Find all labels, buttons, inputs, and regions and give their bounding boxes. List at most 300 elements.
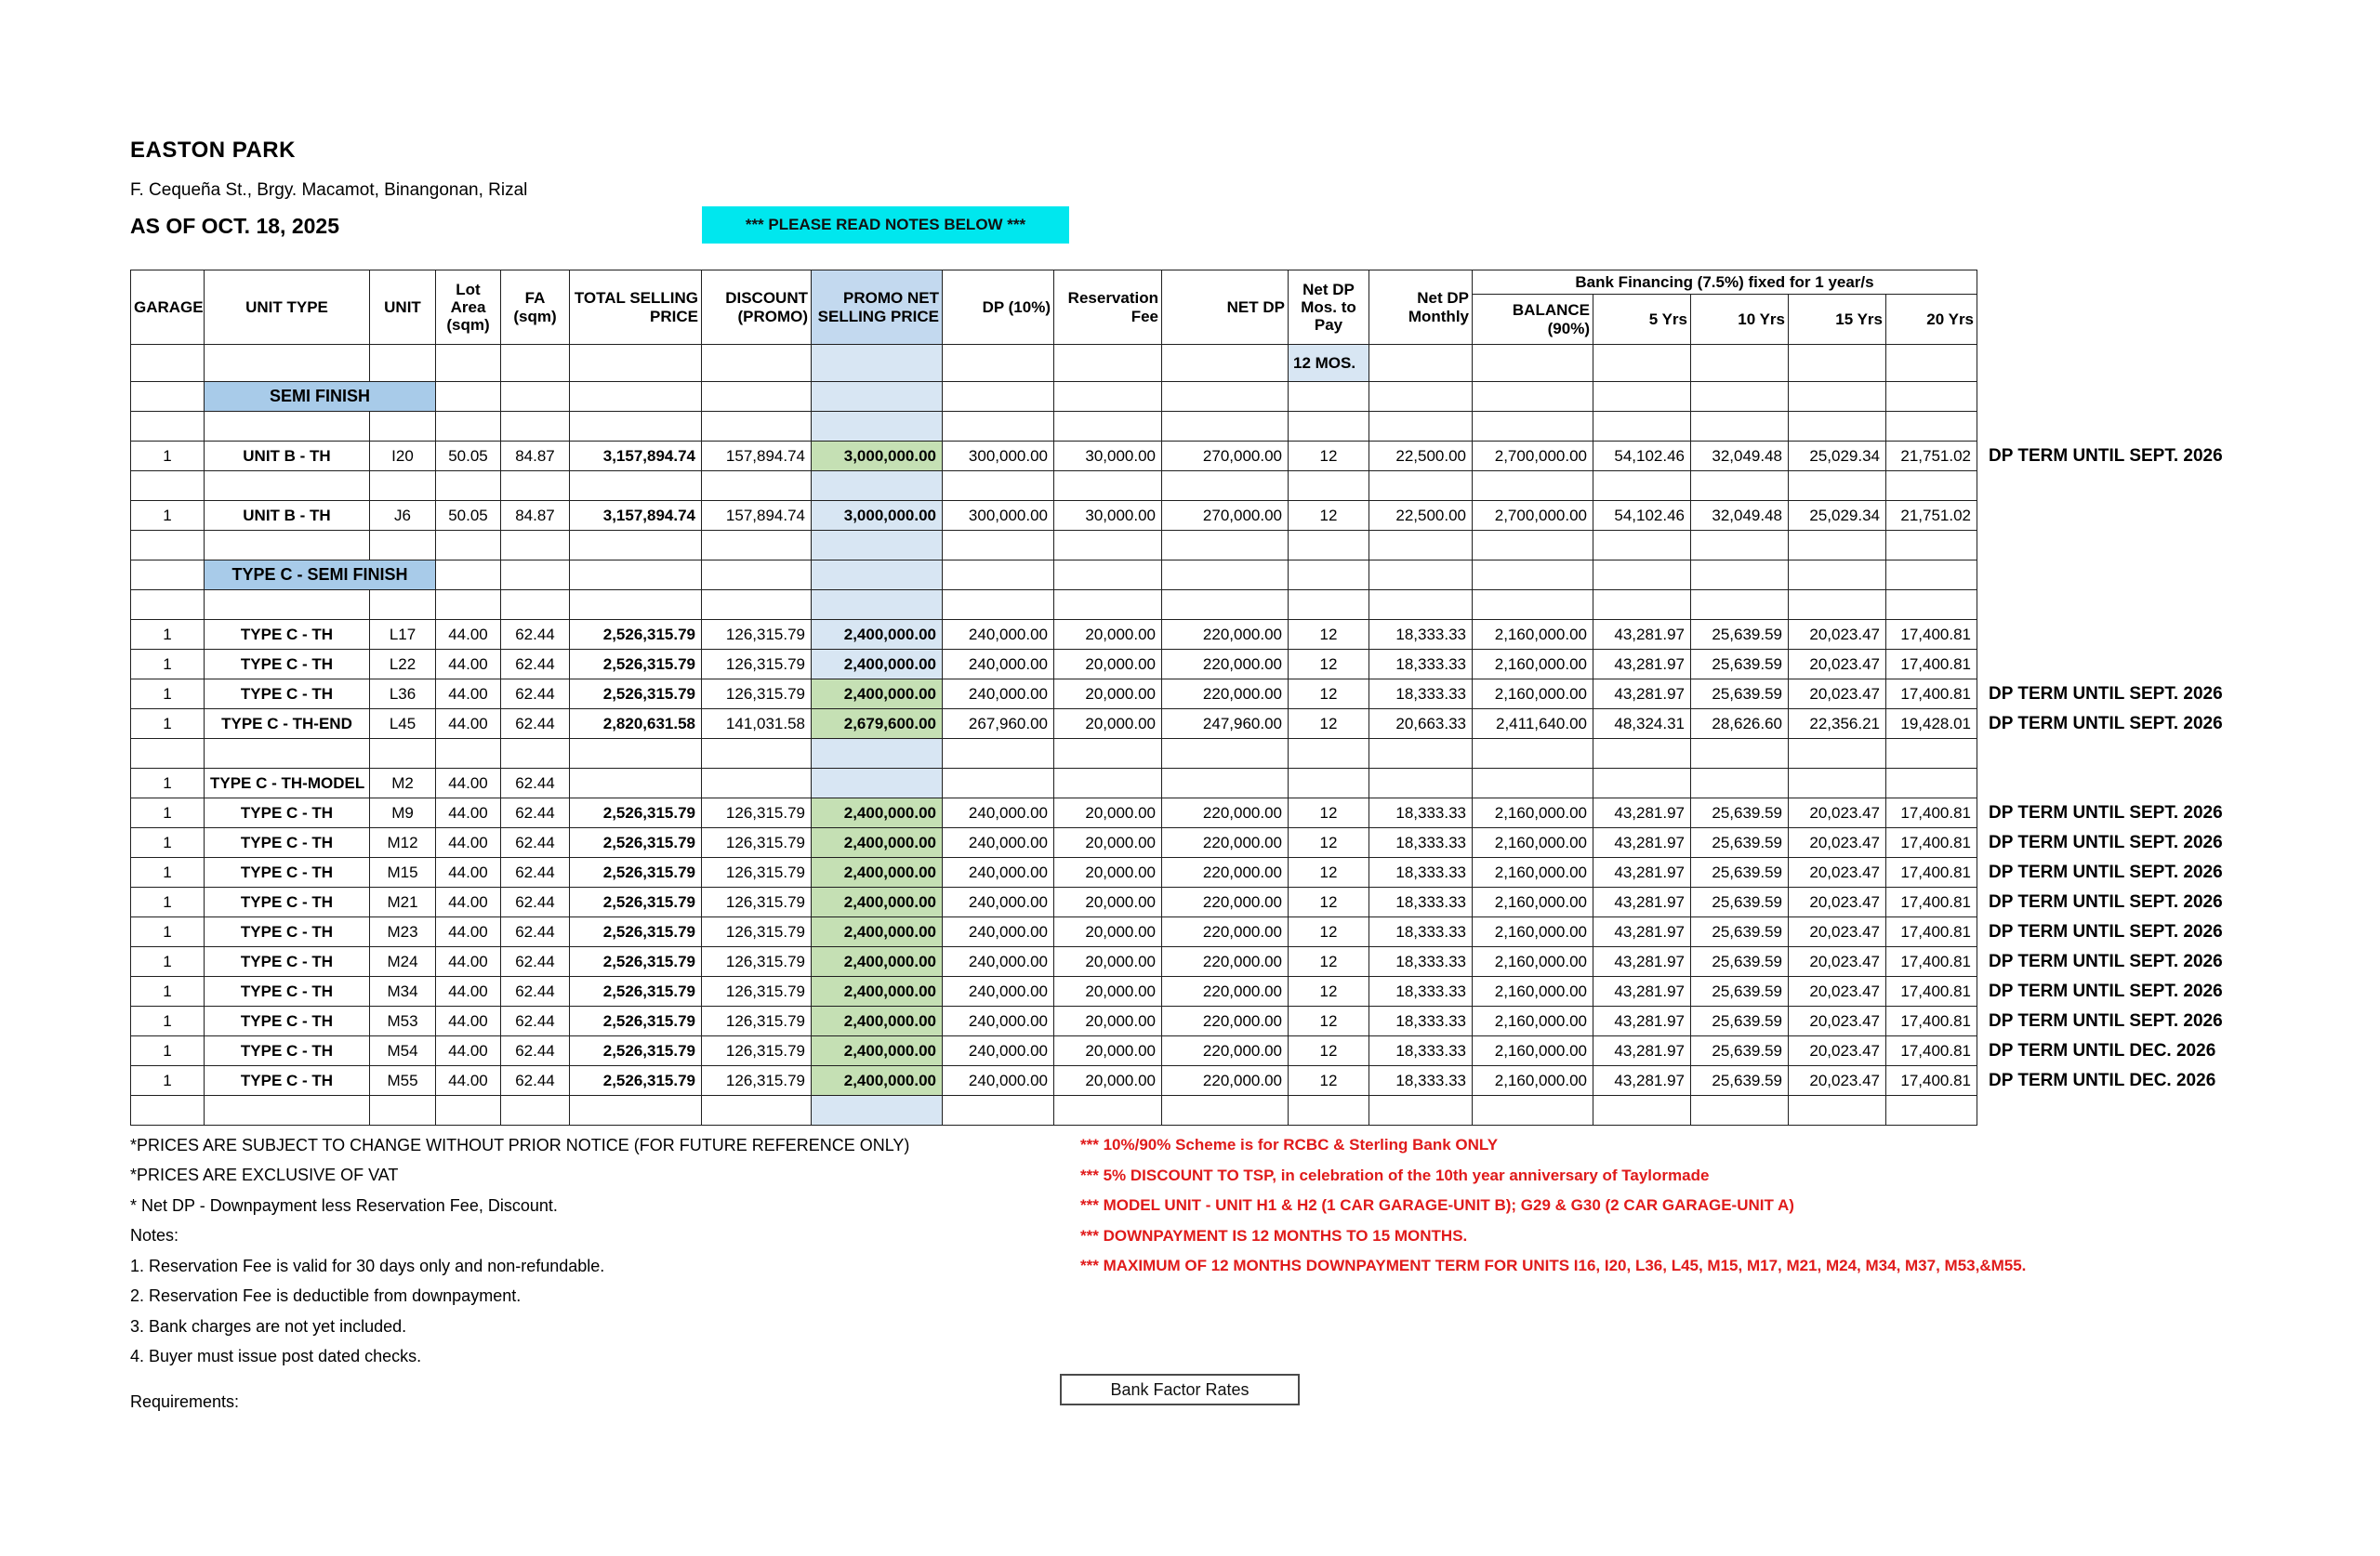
cell-fa: 62.44 xyxy=(501,709,570,739)
cell-fa: 84.87 xyxy=(501,501,570,531)
cell-y15 xyxy=(1789,739,1886,769)
red-footnote-line: *** DOWNPAYMENT IS 12 MONTHS TO 15 MONTHS. xyxy=(1080,1226,1468,1245)
cell-monthly xyxy=(1369,739,1473,769)
cell-balance: 2,160,000.00 xyxy=(1473,679,1593,709)
cell-unit-type: TYPE C - TH xyxy=(205,888,370,917)
section-header: TYPE C - SEMI FINISH xyxy=(205,560,436,590)
cell-y15: 20,023.47 xyxy=(1789,798,1886,828)
cell-y5 xyxy=(1593,769,1691,798)
table-row-m2 xyxy=(131,769,2284,798)
cell-promo xyxy=(812,345,943,382)
cell-y20 xyxy=(1886,560,1977,590)
cell-y20: 17,400.81 xyxy=(1886,1066,1977,1096)
cell-y15 xyxy=(1789,471,1886,501)
cell-unit-type: TYPE C - TH xyxy=(205,947,370,977)
cell-lot-area: 44.00 xyxy=(436,947,501,977)
footnote-line: 1. Reservation Fee is valid for 30 days only and non-refundable. xyxy=(130,1256,605,1275)
cell-y10 xyxy=(1691,471,1789,501)
cell-unit-type: TYPE C - TH xyxy=(205,858,370,888)
cell-resfee: 30,000.00 xyxy=(1054,501,1162,531)
cell-tsp: 2,526,315.79 xyxy=(570,828,702,858)
cell-unit: M23 xyxy=(370,917,436,947)
red-footnote-line: *** 5% DISCOUNT TO TSP, in celebration of the 10th year anniversary of Taylormade xyxy=(1080,1166,1710,1184)
cell-lot-area: 44.00 xyxy=(436,679,501,709)
cell-fa xyxy=(501,739,570,769)
cell-discount xyxy=(702,769,812,798)
cell-tsp: 3,157,894.74 xyxy=(570,501,702,531)
col-header-unit-type: UNIT TYPE xyxy=(205,270,370,345)
cell-balance xyxy=(1473,560,1593,590)
cell-mos: 12 xyxy=(1289,442,1369,471)
cell-resfee xyxy=(1054,560,1162,590)
table-row-empty xyxy=(131,1096,2284,1126)
cell-y10: 32,049.48 xyxy=(1691,501,1789,531)
cell-monthly: 18,333.33 xyxy=(1369,620,1473,650)
cell-unit xyxy=(370,531,436,560)
cell-y15: 25,029.34 xyxy=(1789,442,1886,471)
cell-lot-area: 44.00 xyxy=(436,620,501,650)
cell-garage: 1 xyxy=(131,1036,205,1066)
cell-netdp: 220,000.00 xyxy=(1162,977,1289,1007)
cell-discount: 141,031.58 xyxy=(702,709,812,739)
cell-resfee xyxy=(1054,471,1162,501)
cell-discount: 126,315.79 xyxy=(702,947,812,977)
cell-monthly xyxy=(1369,769,1473,798)
cell-garage xyxy=(131,345,205,382)
cell-monthly: 18,333.33 xyxy=(1369,650,1473,679)
cell-tsp xyxy=(570,1096,702,1126)
cell-y20: 17,400.81 xyxy=(1886,917,1977,947)
cell-lot-area xyxy=(436,1096,501,1126)
cell-y5: 48,324.31 xyxy=(1593,709,1691,739)
cell-resfee: 20,000.00 xyxy=(1054,798,1162,828)
cell-y20 xyxy=(1886,739,1977,769)
cell-balance: 2,160,000.00 xyxy=(1473,977,1593,1007)
cell-balance: 2,160,000.00 xyxy=(1473,798,1593,828)
cell-unit-type: TYPE C - TH xyxy=(205,977,370,1007)
cell-netdp: 247,960.00 xyxy=(1162,709,1289,739)
cell-lot-area xyxy=(436,471,501,501)
cell-netdp: 220,000.00 xyxy=(1162,858,1289,888)
cell-dp xyxy=(943,531,1054,560)
col-header-promo-net-selling-price: PROMO NET SELLING PRICE xyxy=(812,270,943,345)
cell-unit: M15 xyxy=(370,858,436,888)
cell-monthly xyxy=(1369,1096,1473,1126)
cell-unit-type xyxy=(205,1096,370,1126)
table-row-l17 xyxy=(131,620,2284,650)
cell-tsp xyxy=(570,739,702,769)
cell-monthly: 22,500.00 xyxy=(1369,442,1473,471)
cell-y10 xyxy=(1691,739,1789,769)
cell-y15 xyxy=(1789,382,1886,412)
dp-term-note xyxy=(1977,590,2284,620)
cell-mos xyxy=(1289,412,1369,442)
cell-unit: M21 xyxy=(370,888,436,917)
cell-garage xyxy=(131,382,205,412)
cell-unit xyxy=(370,412,436,442)
cell-y15: 20,023.47 xyxy=(1789,977,1886,1007)
cell-y20: 17,400.81 xyxy=(1886,798,1977,828)
cell-discount: 126,315.79 xyxy=(702,858,812,888)
cell-netdp xyxy=(1162,382,1289,412)
cell-resfee: 20,000.00 xyxy=(1054,1066,1162,1096)
cell-monthly: 22,500.00 xyxy=(1369,501,1473,531)
dp-term-note xyxy=(1977,382,2284,412)
cell-y5: 43,281.97 xyxy=(1593,858,1691,888)
cell-y10: 25,639.59 xyxy=(1691,1036,1789,1066)
cell-garage: 1 xyxy=(131,650,205,679)
cell-y15 xyxy=(1789,345,1886,382)
cell-unit-type: UNIT B - TH xyxy=(205,442,370,471)
footnote-line: *PRICES ARE SUBJECT TO CHANGE WITHOUT PRIOR NOTICE (FOR FUTURE REFERENCE ONLY) xyxy=(130,1135,910,1154)
cell-monthly: 18,333.33 xyxy=(1369,1007,1473,1036)
footnote-line: 2. Reservation Fee is deductible from downpayment. xyxy=(130,1286,522,1306)
red-footnote-line: *** 10%/90% Scheme is for RCBC & Sterling Bank ONLY xyxy=(1080,1136,1499,1154)
cell-unit xyxy=(370,345,436,382)
cell-monthly xyxy=(1369,471,1473,501)
cell-lot-area xyxy=(436,531,501,560)
cell-lot-area: 44.00 xyxy=(436,650,501,679)
cell-y5: 43,281.97 xyxy=(1593,1036,1691,1066)
cell-fa: 62.44 xyxy=(501,769,570,798)
cell-fa: 62.44 xyxy=(501,1036,570,1066)
cell-tsp: 2,526,315.79 xyxy=(570,650,702,679)
cell-dp: 240,000.00 xyxy=(943,1036,1054,1066)
dp-term-note: DP TERM UNTIL SEPT. 2026 xyxy=(1989,802,2223,823)
cell-y20: 17,400.81 xyxy=(1886,679,1977,709)
table-row-m23 xyxy=(131,917,2284,947)
cell-y20 xyxy=(1886,345,1977,382)
cell-discount xyxy=(702,382,812,412)
cell-y10: 25,639.59 xyxy=(1691,947,1789,977)
cell-discount xyxy=(702,739,812,769)
dp-term-note: DP TERM UNTIL SEPT. 2026 xyxy=(1989,981,2223,1001)
cell-resfee: 20,000.00 xyxy=(1054,917,1162,947)
cell-y20: 17,400.81 xyxy=(1886,947,1977,977)
cell-garage xyxy=(131,412,205,442)
cell-balance xyxy=(1473,471,1593,501)
cell-y15: 20,023.47 xyxy=(1789,1007,1886,1036)
cell-promo xyxy=(812,739,943,769)
cell-y10: 25,639.59 xyxy=(1691,977,1789,1007)
cell-y15 xyxy=(1789,560,1886,590)
cell-lot-area: 44.00 xyxy=(436,858,501,888)
cell-unit-type: TYPE C - TH-END xyxy=(205,709,370,739)
cell-unit: J6 xyxy=(370,501,436,531)
cell-y20 xyxy=(1886,590,1977,620)
cell-netdp xyxy=(1162,1096,1289,1126)
cell-resfee: 20,000.00 xyxy=(1054,977,1162,1007)
cell-lot-area xyxy=(436,560,501,590)
cell-y5: 43,281.97 xyxy=(1593,828,1691,858)
cell-y15 xyxy=(1789,590,1886,620)
cell-garage: 1 xyxy=(131,828,205,858)
cell-unit-type: TYPE C - TH xyxy=(205,917,370,947)
project-address: F. Cequeña St., Brgy. Macamot, Binangonan, Rizal xyxy=(130,180,528,200)
cell-fa: 62.44 xyxy=(501,650,570,679)
cell-discount: 126,315.79 xyxy=(702,679,812,709)
cell-y5 xyxy=(1593,739,1691,769)
cell-mos: 12 xyxy=(1289,798,1369,828)
cell-promo: 2,400,000.00 xyxy=(812,1036,943,1066)
cell-dp xyxy=(943,412,1054,442)
cell-y20: 17,400.81 xyxy=(1886,650,1977,679)
cell-garage: 1 xyxy=(131,709,205,739)
footnote-line: Notes: xyxy=(130,1226,179,1246)
cell-dp: 240,000.00 xyxy=(943,888,1054,917)
dp-term-note xyxy=(1977,739,2284,769)
cell-unit: M34 xyxy=(370,977,436,1007)
cell-monthly xyxy=(1369,560,1473,590)
cell-y20 xyxy=(1886,769,1977,798)
cell-y10: 28,626.60 xyxy=(1691,709,1789,739)
cell-mos: 12 xyxy=(1289,977,1369,1007)
dp-term-note: DP TERM UNTIL DEC. 2026 xyxy=(1989,1040,2216,1061)
cell-dp xyxy=(943,590,1054,620)
cell-garage: 1 xyxy=(131,442,205,471)
cell-fa: 84.87 xyxy=(501,442,570,471)
dp-term-note: DP TERM UNTIL SEPT. 2026 xyxy=(1989,862,2223,882)
table-row-j6 xyxy=(131,501,2284,531)
cell-discount: 126,315.79 xyxy=(702,650,812,679)
cell-netdp: 220,000.00 xyxy=(1162,888,1289,917)
cell-balance xyxy=(1473,345,1593,382)
cell-discount: 126,315.79 xyxy=(702,798,812,828)
cell-unit-type: TYPE C - TH xyxy=(205,828,370,858)
cell-mos: 12 xyxy=(1289,917,1369,947)
dp-term-note xyxy=(1977,560,2284,590)
cell-promo: 2,400,000.00 xyxy=(812,1066,943,1096)
cell-netdp: 270,000.00 xyxy=(1162,442,1289,471)
cell-discount: 126,315.79 xyxy=(702,888,812,917)
cell-y15: 25,029.34 xyxy=(1789,501,1886,531)
cell-fa xyxy=(501,531,570,560)
cell-monthly: 18,333.33 xyxy=(1369,1036,1473,1066)
table-row-empty xyxy=(131,412,2284,442)
cell-unit: L36 xyxy=(370,679,436,709)
col-header-unit: UNIT xyxy=(370,270,436,345)
cell-y10: 25,639.59 xyxy=(1691,679,1789,709)
cell-balance: 2,160,000.00 xyxy=(1473,1007,1593,1036)
cell-y15: 20,023.47 xyxy=(1789,650,1886,679)
cell-lot-area: 44.00 xyxy=(436,1036,501,1066)
cell-netdp: 220,000.00 xyxy=(1162,798,1289,828)
cell-resfee: 20,000.00 xyxy=(1054,888,1162,917)
footnote-line: 3. Bank charges are not yet included. xyxy=(130,1316,407,1336)
cell-garage: 1 xyxy=(131,769,205,798)
cell-mos: 12 xyxy=(1289,947,1369,977)
cell-y10: 25,639.59 xyxy=(1691,650,1789,679)
cell-promo: 2,400,000.00 xyxy=(812,888,943,917)
cell-discount: 126,315.79 xyxy=(702,977,812,1007)
cell-monthly: 18,333.33 xyxy=(1369,679,1473,709)
cell-y20 xyxy=(1886,412,1977,442)
red-footnote-line: *** MODEL UNIT - UNIT H1 & H2 (1 CAR GARAGE-UNIT B); G29 & G30 (2 CAR GARAGE-UNIT A) xyxy=(1080,1196,1794,1215)
cell-balance: 2,700,000.00 xyxy=(1473,442,1593,471)
cell-unit-type: TYPE C - TH xyxy=(205,1066,370,1096)
cell-discount xyxy=(702,560,812,590)
cell-fa: 62.44 xyxy=(501,620,570,650)
cell-mos: 12 xyxy=(1289,620,1369,650)
cell-resfee: 20,000.00 xyxy=(1054,650,1162,679)
table-row-semi-finish xyxy=(131,382,2284,412)
cell-netdp xyxy=(1162,590,1289,620)
cell-unit: L17 xyxy=(370,620,436,650)
cell-netdp xyxy=(1162,531,1289,560)
dp-term-note xyxy=(1977,412,2284,442)
table-row-mos xyxy=(131,345,2284,382)
cell-monthly xyxy=(1369,590,1473,620)
cell-tsp xyxy=(570,471,702,501)
table-row-m24 xyxy=(131,947,2284,977)
cell-tsp: 2,526,315.79 xyxy=(570,1036,702,1066)
cell-balance xyxy=(1473,382,1593,412)
cell-discount xyxy=(702,531,812,560)
table-row-m21 xyxy=(131,888,2284,917)
cell-monthly: 18,333.33 xyxy=(1369,888,1473,917)
cell-y5: 43,281.97 xyxy=(1593,620,1691,650)
cell-tsp xyxy=(570,531,702,560)
cell-lot-area: 50.05 xyxy=(436,501,501,531)
table-row-type-c-semi-finish xyxy=(131,560,2284,590)
cell-tsp: 2,526,315.79 xyxy=(570,798,702,828)
cell-mos: 12 xyxy=(1289,679,1369,709)
cell-balance xyxy=(1473,739,1593,769)
cell-promo: 2,400,000.00 xyxy=(812,620,943,650)
as-of-date: AS OF OCT. 18, 2025 xyxy=(130,214,339,238)
cell-promo xyxy=(812,769,943,798)
cell-y5: 43,281.97 xyxy=(1593,1007,1691,1036)
cell-y5 xyxy=(1593,471,1691,501)
cell-garage: 1 xyxy=(131,888,205,917)
cell-y5: 43,281.97 xyxy=(1593,917,1691,947)
cell-netdp xyxy=(1162,471,1289,501)
cell-unit: I20 xyxy=(370,442,436,471)
cell-unit-type: TYPE C - TH xyxy=(205,620,370,650)
cell-resfee xyxy=(1054,531,1162,560)
cell-dp xyxy=(943,471,1054,501)
cell-y20: 17,400.81 xyxy=(1886,977,1977,1007)
cell-tsp: 2,820,631.58 xyxy=(570,709,702,739)
cell-garage: 1 xyxy=(131,679,205,709)
cell-promo xyxy=(812,1096,943,1126)
cell-y5 xyxy=(1593,345,1691,382)
cell-y20 xyxy=(1886,471,1977,501)
cell-mos: 12 xyxy=(1289,501,1369,531)
cell-unit-type: TYPE C - TH xyxy=(205,1036,370,1066)
dp-term-note xyxy=(1977,345,2284,382)
cell-tsp: 2,526,315.79 xyxy=(570,1066,702,1096)
cell-y20 xyxy=(1886,1096,1977,1126)
cell-resfee xyxy=(1054,345,1162,382)
cell-y20 xyxy=(1886,382,1977,412)
cell-unit xyxy=(370,590,436,620)
red-footnote-line: *** MAXIMUM OF 12 MONTHS DOWNPAYMENT TERM FOR UNITS I16, I20, L36, L45, M15, M17, M21, M24, M34, M37, M53,&M55. xyxy=(1080,1257,2027,1275)
col-header-reservation-fee: Reservation Fee xyxy=(1054,270,1162,345)
cell-balance: 2,160,000.00 xyxy=(1473,917,1593,947)
cell-garage: 1 xyxy=(131,977,205,1007)
cell-promo: 2,400,000.00 xyxy=(812,650,943,679)
cell-netdp: 220,000.00 xyxy=(1162,1066,1289,1096)
table-row-empty xyxy=(131,590,2284,620)
cell-y15: 20,023.47 xyxy=(1789,679,1886,709)
cell-unit xyxy=(370,1096,436,1126)
cell-y15 xyxy=(1789,769,1886,798)
cell-tsp: 2,526,315.79 xyxy=(570,947,702,977)
cell-promo: 2,400,000.00 xyxy=(812,858,943,888)
table-row-m54 xyxy=(131,1036,2284,1066)
cell-y10: 32,049.48 xyxy=(1691,442,1789,471)
footnotes-left xyxy=(130,1130,909,1372)
cell-balance: 2,160,000.00 xyxy=(1473,620,1593,650)
cell-dp: 240,000.00 xyxy=(943,798,1054,828)
cell-y15 xyxy=(1789,412,1886,442)
cell-dp: 240,000.00 xyxy=(943,1007,1054,1036)
cell-y15: 20,023.47 xyxy=(1789,1036,1886,1066)
cell-lot-area: 44.00 xyxy=(436,709,501,739)
cell-garage: 1 xyxy=(131,1007,205,1036)
cell-y15: 20,023.47 xyxy=(1789,828,1886,858)
cell-mos: 12 xyxy=(1289,1066,1369,1096)
cell-promo: 2,679,600.00 xyxy=(812,709,943,739)
cell-promo xyxy=(812,382,943,412)
cell-lot-area xyxy=(436,412,501,442)
cell-y10 xyxy=(1691,382,1789,412)
bank-factor-rates-button[interactable]: Bank Factor Rates xyxy=(1060,1374,1300,1405)
cell-fa xyxy=(501,560,570,590)
cell-tsp xyxy=(570,769,702,798)
table-row-empty xyxy=(131,531,2284,560)
cell-y15: 20,023.47 xyxy=(1789,620,1886,650)
cell-discount xyxy=(702,590,812,620)
col-header-lot-area: Lot Area (sqm) xyxy=(436,270,501,345)
cell-balance xyxy=(1473,769,1593,798)
cell-netdp: 270,000.00 xyxy=(1162,501,1289,531)
cell-discount: 126,315.79 xyxy=(702,620,812,650)
cell-monthly: 18,333.33 xyxy=(1369,798,1473,828)
cell-y10 xyxy=(1691,560,1789,590)
dp-term-note: DP TERM UNTIL DEC. 2026 xyxy=(1989,1070,2216,1090)
cell-y5: 54,102.46 xyxy=(1593,501,1691,531)
cell-netdp: 220,000.00 xyxy=(1162,947,1289,977)
cell-y10 xyxy=(1691,769,1789,798)
cell-discount: 126,315.79 xyxy=(702,1036,812,1066)
cell-fa xyxy=(501,345,570,382)
cell-discount: 126,315.79 xyxy=(702,1007,812,1036)
cell-mos xyxy=(1289,560,1369,590)
cell-mos xyxy=(1289,382,1369,412)
cell-y20: 17,400.81 xyxy=(1886,620,1977,650)
table-row-m15 xyxy=(131,858,2284,888)
cell-resfee xyxy=(1054,412,1162,442)
cell-y10: 25,639.59 xyxy=(1691,888,1789,917)
cell-garage: 1 xyxy=(131,947,205,977)
cell-y5: 43,281.97 xyxy=(1593,650,1691,679)
cell-dp: 240,000.00 xyxy=(943,620,1054,650)
cell-unit-type xyxy=(205,471,370,501)
cell-y5 xyxy=(1593,1096,1691,1126)
cell-y20: 17,400.81 xyxy=(1886,888,1977,917)
col-header-20yrs: 20 Yrs xyxy=(1886,295,1977,345)
col-header-fa: FA (sqm) xyxy=(501,270,570,345)
cell-monthly: 18,333.33 xyxy=(1369,917,1473,947)
cell-y5 xyxy=(1593,590,1691,620)
cell-y20: 21,751.02 xyxy=(1886,442,1977,471)
cell-dp: 300,000.00 xyxy=(943,501,1054,531)
cell-discount: 157,894.74 xyxy=(702,501,812,531)
col-header-net-dp-monthly: Net DP Monthly xyxy=(1369,270,1473,345)
cell-y5: 54,102.46 xyxy=(1593,442,1691,471)
